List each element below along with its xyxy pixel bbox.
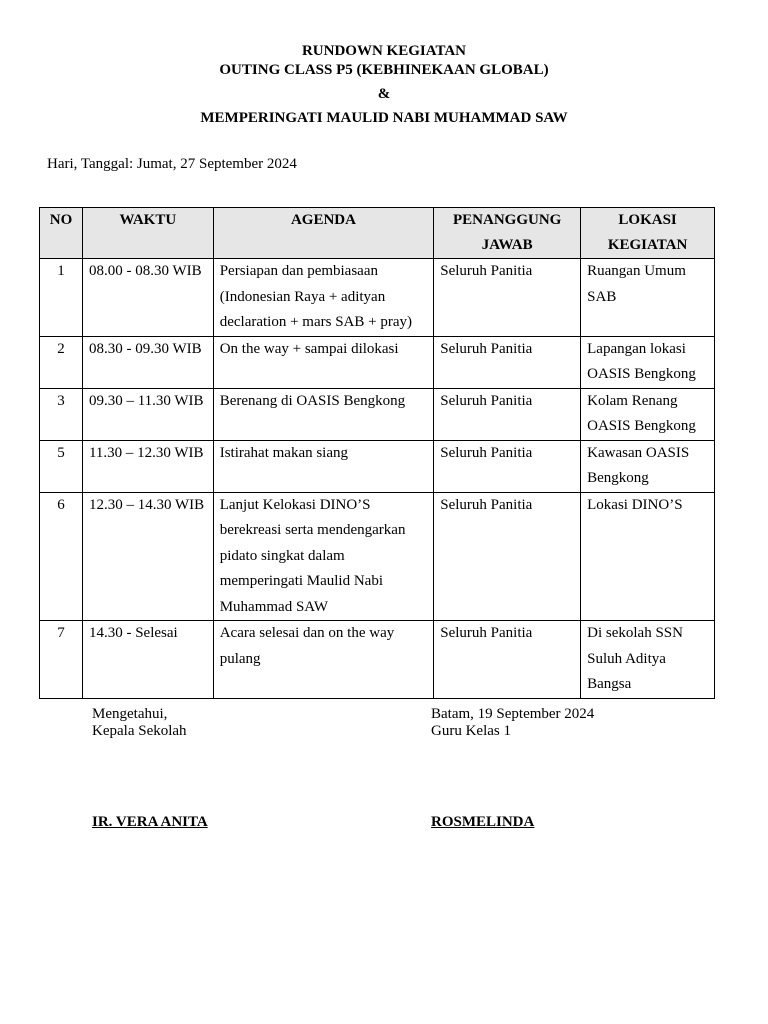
cell-penanggung-jawab: Seluruh Panitia bbox=[434, 388, 581, 440]
cell-agenda: Acara selesai dan on the way pulang bbox=[213, 621, 434, 699]
cell-lokasi: Kawasan OASIS Bengkong bbox=[581, 440, 715, 492]
header-lokasi-kegiatan bbox=[581, 208, 715, 259]
title-outing-class: OUTING CLASS P5 (KEBHINEKAAN GLOBAL) bbox=[219, 62, 549, 78]
cell-no: 5 bbox=[40, 440, 83, 492]
cell-agenda: Istirahat makan siang bbox=[213, 440, 434, 492]
cell-penanggung-jawab: Seluruh Panitia bbox=[434, 336, 581, 388]
table-row bbox=[40, 336, 715, 388]
cell-no: 7 bbox=[40, 621, 83, 699]
cell-agenda: Berenang di OASIS Bengkong bbox=[213, 388, 434, 440]
cell-lokasi: Kolam Renang OASIS Bengkong bbox=[581, 388, 715, 440]
cell-agenda: Lanjut Kelokasi DINO’S berekreasi serta mendengarkan pidato singkat dalam memperingati Maulid Nabi Muhammad SAW bbox=[213, 492, 434, 621]
cell-lokasi: Ruangan Umum SAB bbox=[581, 259, 715, 337]
sign-left-line1: Mengetahui, bbox=[92, 706, 168, 722]
header-pj-line1: PENANGGUNG bbox=[453, 212, 562, 228]
signature-block-right bbox=[431, 706, 594, 740]
table-row bbox=[40, 259, 715, 337]
cell-waktu: 08.30 - 09.30 WIB bbox=[82, 336, 213, 388]
cell-no: 6 bbox=[40, 492, 83, 621]
cell-lokasi: Lapangan lokasi OASIS Bengkong bbox=[581, 336, 715, 388]
table-row bbox=[40, 440, 715, 492]
sign-right-line2: Guru Kelas 1 bbox=[431, 723, 511, 739]
cell-no: 1 bbox=[40, 259, 83, 337]
cell-penanggung-jawab: Seluruh Panitia bbox=[434, 492, 581, 621]
cell-no: 3 bbox=[40, 388, 83, 440]
header-penanggung-jawab bbox=[434, 208, 581, 259]
cell-penanggung-jawab: Seluruh Panitia bbox=[434, 621, 581, 699]
header-agenda: AGENDA bbox=[213, 208, 434, 259]
title-rundown: RUNDOWN KEGIATAN bbox=[301, 43, 467, 59]
header-pj-line2: JAWAB bbox=[481, 237, 533, 253]
cell-waktu: 09.30 – 11.30 WIB bbox=[82, 388, 213, 440]
cell-waktu: 14.30 - Selesai bbox=[82, 621, 213, 699]
cell-penanggung-jawab: Seluruh Panitia bbox=[434, 259, 581, 337]
cell-waktu: 08.00 - 08.30 WIB bbox=[82, 259, 213, 337]
header-lokasi-line1: LOKASI bbox=[618, 212, 677, 228]
header-waktu: WAKTU bbox=[82, 208, 213, 259]
table-row bbox=[40, 388, 715, 440]
table-row bbox=[40, 492, 715, 621]
cell-agenda: Persiapan dan pembiasaan (Indonesian Raya + adityan declaration + mars SAB + pray) bbox=[213, 259, 434, 337]
cell-waktu: 12.30 – 14.30 WIB bbox=[82, 492, 213, 621]
title-maulid: MEMPERINGATI MAULID NABI MUHAMMAD SAW bbox=[200, 110, 568, 126]
rundown-table bbox=[39, 207, 715, 699]
cell-waktu: 11.30 – 12.30 WIB bbox=[82, 440, 213, 492]
table-row bbox=[40, 621, 715, 699]
header-no: NO bbox=[40, 208, 83, 259]
signatory-name-right: ROSMELINDA bbox=[431, 814, 535, 830]
document-title bbox=[0, 42, 768, 128]
date-line: Hari, Tanggal: Jumat, 27 September 2024 bbox=[47, 156, 297, 172]
table-header-row bbox=[40, 208, 715, 259]
sign-right-line1: Batam, 19 September 2024 bbox=[431, 706, 595, 722]
sign-left-line2: Kepala Sekolah bbox=[92, 723, 187, 739]
signatory-name-left: IR. VERA ANITA bbox=[92, 814, 208, 830]
cell-penanggung-jawab: Seluruh Panitia bbox=[434, 440, 581, 492]
cell-no: 2 bbox=[40, 336, 83, 388]
cell-agenda: On the way + sampai dilokasi bbox=[213, 336, 434, 388]
signature-block-left bbox=[92, 706, 187, 740]
title-ampersand: & bbox=[377, 86, 391, 102]
cell-lokasi: Lokasi DINO’S bbox=[581, 492, 715, 621]
header-lokasi-line2: KEGIATAN bbox=[607, 237, 688, 253]
cell-lokasi: Di sekolah SSN Suluh Aditya Bangsa bbox=[581, 621, 715, 699]
